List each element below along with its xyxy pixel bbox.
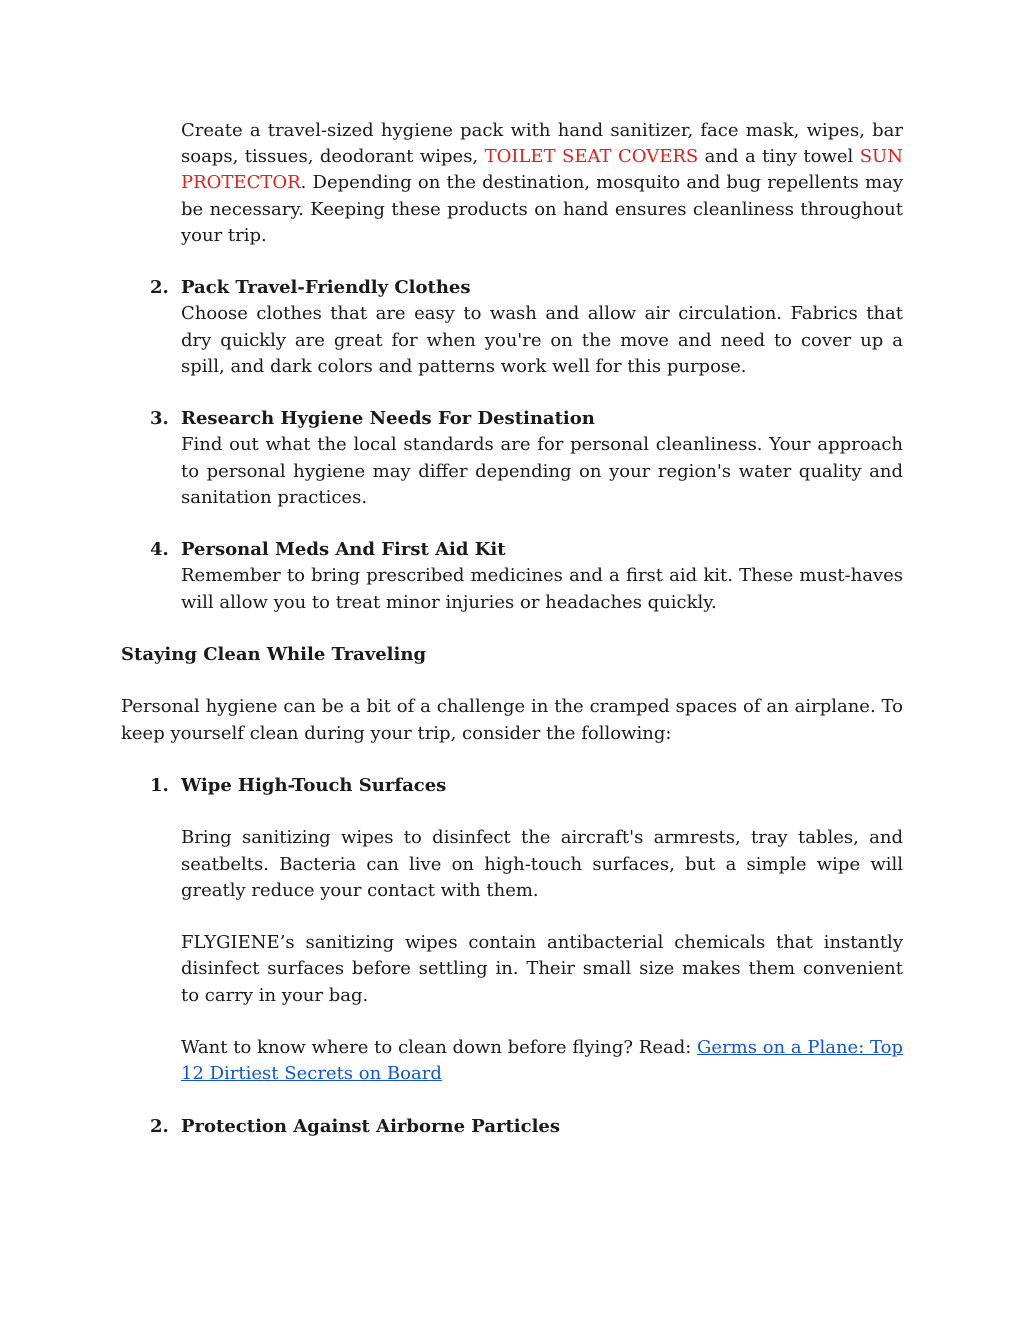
list-number: 4. — [150, 539, 169, 561]
list-item-title: Research Hygiene Needs For Destination — [181, 408, 595, 430]
list-number: 1. — [150, 774, 169, 796]
intro-text-3: . Depending on the destination, mosquito and bug repellents may be necessary. Keeping these products on hand ensures cleanliness throughout your trip. — [181, 172, 903, 246]
list-item-wipe-surfaces — [150, 773, 903, 1087]
intro-text-2: and a tiny towel — [698, 146, 860, 168]
list-item-airborne-particles — [150, 1114, 903, 1140]
section-heading: Staying Clean While Traveling — [121, 644, 427, 665]
section-intro-paragraph: Personal hygiene can be a bit of a challenge in the cramped spaces of an airplane. To keep yourself clean during your trip, consider the following: — [121, 696, 903, 744]
list-number: 3. — [150, 408, 169, 430]
list-item-title: Protection Against Airborne Particles — [181, 1115, 561, 1137]
list-number: 2. — [150, 277, 169, 299]
list-item-body: Remember to bring prescribed medicines and a first aid kit. These must-haves will allow you to treat minor injuries or headaches quickly. — [181, 565, 903, 613]
document-page — [121, 118, 903, 1140]
toilet-seat-covers-highlight: TOILET SEAT COVERS — [484, 146, 699, 168]
intro-text-1: Create a travel-sized hygiene pack with hand sanitizer, face mask, wipes, bar soaps, tissues, deodorant wipes, — [181, 120, 903, 168]
read-prefix: Want to know where to clean down before flying? Read: — [181, 1036, 698, 1058]
list-item-body: Find out what the local standards are for personal cleanliness. Your approach to personal hygiene may differ depending on your region's water quality and sanitation practices. — [181, 434, 903, 508]
germs-on-a-plane-link[interactable]: Germs on a Plane: Top 12 Dirtiest Secrets on Board — [181, 1036, 903, 1085]
sanitizing-wipes-paragraph: Bring sanitizing wipes to disinfect the aircraft's armrests, tray tables, and seatbelts. Bacteria can live on high-touch surfaces, but a simple wipe will greatly reduce your contact with them. — [181, 827, 903, 901]
list-item-title: Pack Travel-Friendly Clothes — [181, 277, 471, 299]
list-number: 2. — [150, 1115, 169, 1137]
list-item-title: Personal Meds And First Aid Kit — [181, 539, 506, 561]
list-item-body: Choose clothes that are easy to wash and allow air circulation. Fabrics that dry quickly are great for when you're on the move and need to cover up a spill, and dark colors and patterns work well for this purpose. — [181, 303, 903, 377]
hygiene-pack-paragraph — [181, 118, 903, 249]
list-item-title: Wipe High-Touch Surfaces — [181, 774, 447, 796]
list-item-meds-first-aid — [150, 537, 903, 616]
list-item-research-hygiene — [150, 406, 903, 511]
list-item-pack-clothes — [150, 275, 903, 380]
read-more-paragraph — [181, 1035, 903, 1087]
sun-protector-highlight: SUN PROTECTOR — [181, 146, 903, 194]
flygiene-paragraph: FLYGIENE’s sanitizing wipes contain antibacterial chemicals that instantly disinfect surfaces before settling in. Their small size makes them convenient to carry in your bag. — [181, 932, 903, 1006]
